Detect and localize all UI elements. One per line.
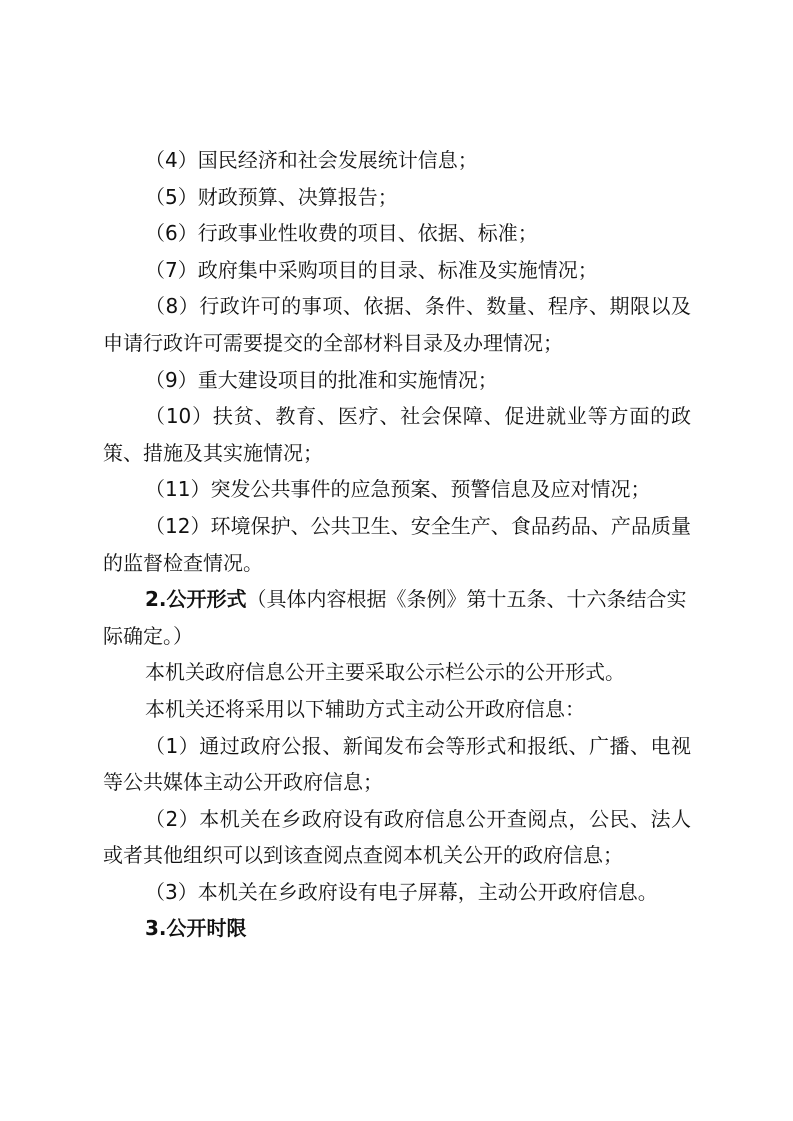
paragraph: 本机关政府信息公开主要采取公示栏公示的公开形式。 — [145, 660, 625, 685]
section-heading-2-title: 2.公开形式 — [145, 587, 247, 612]
list-item: （11）突发公共事件的应急预案、预警信息及应对情况； — [145, 477, 651, 502]
list-item: （7）政府集中采购项目的目录、标准及实施情况； — [145, 257, 598, 282]
list-item: （5）财政预算、决算报告； — [145, 184, 398, 209]
section-heading-2 — [103, 581, 691, 654]
list-item: （12）环境保护、公共卫生、安全生产、食品药品、产品质量的监督检查情况。 — [103, 513, 691, 575]
list-item: （10）扶贫、教育、医疗、社会保障、促进就业等方面的政策、措施及其实施情况； — [103, 404, 691, 465]
list-item: （6）行政事业性收费的项目、依据、标准； — [145, 221, 538, 246]
document-body — [103, 142, 691, 947]
list-item: （8）行政许可的事项、依据、条件、数量、程序、期限以及申请行政许可需要提交的全部材料目录及办理情况； — [103, 294, 691, 355]
section-heading-2-note: （具体内容根据《条例》第十五条、十六条结合实际确定。） — [103, 587, 687, 648]
section-heading-3: 3.公开时限 — [145, 916, 247, 941]
list-item: （1）通过政府公报、新闻发布会等形式和报纸、广播、电视等公共媒体主动公开政府信息； — [103, 733, 691, 795]
list-item: （3）本机关在乡政府设有电子屏幕，主动公开政府信息。 — [145, 879, 658, 904]
list-item: （4）国民经济和社会发展统计信息； — [145, 148, 478, 172]
list-item: （2）本机关在乡政府设有政府信息公开查阅点，公民、法人或者其他组织可以到该查阅点查阅本机关公开的政府信息； — [103, 806, 691, 868]
paragraph: 本机关还将采用以下辅助方式主动公开政府信息： — [145, 696, 585, 721]
list-item: （9）重大建设项目的批准和实施情况； — [145, 367, 498, 392]
